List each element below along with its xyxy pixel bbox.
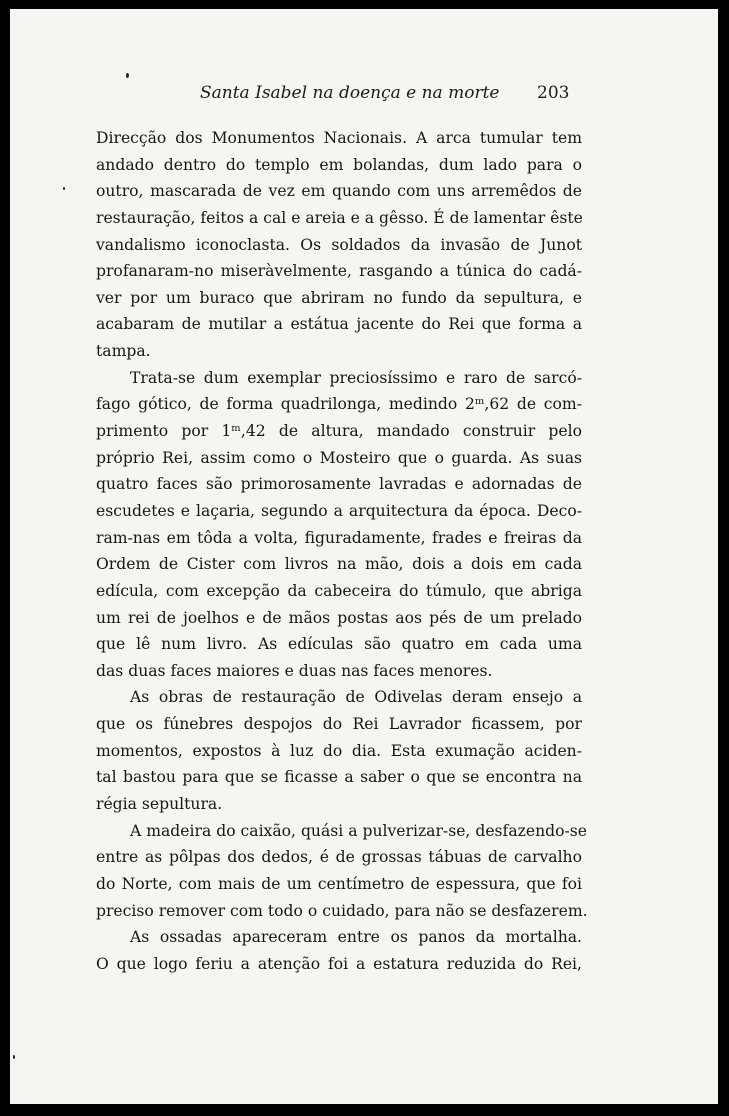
text-line: ver por um buraco que abriram no fundo da sepultura, e <box>96 288 582 307</box>
text-line: A madeira do caixão, quási a pulverizar-se, desfazendo-se <box>130 821 587 840</box>
paragraph <box>96 818 588 925</box>
text-line: preciso remover com todo o cuidado, para não se desfazerem. <box>96 901 588 920</box>
text-line: que os fúnebres despojos do Rei Lavrador ficassem, por <box>96 715 582 734</box>
text-line: As obras de restauração de Odivelas deram ensejo a <box>130 688 582 707</box>
running-title: Santa Isabel na doença e na morte <box>200 83 500 103</box>
text-line: entre as pôlpas dos dedos, é de grossas tábuas de carvalho <box>96 848 582 867</box>
scan-speck <box>13 1055 15 1059</box>
text-line: momentos, expostos à luz do dia. Esta exumação aciden- <box>96 741 582 760</box>
text-line: tampa. <box>96 342 151 361</box>
text-line: O que logo feriu a atenção foi a estatura reduzida do Rei, <box>96 954 582 973</box>
text-line: edícula, com excepção da cabeceira do túmulo, que abriga <box>96 581 582 600</box>
text-line: tal bastou para que se ficasse a saber o que se encontra na <box>96 768 582 787</box>
text-line: próprio Rei, assim como o Mosteiro que o guarda. As suas <box>96 448 582 467</box>
paragraph <box>96 365 582 685</box>
text-line: do Norte, com mais de um centímetro de espessura, que foi <box>96 874 582 893</box>
book-page <box>10 9 718 1104</box>
text-line: régia sepultura. <box>96 795 223 814</box>
text-line: Ordem de Cister com livros na mão, dois a dois em cada <box>96 555 582 574</box>
scan-speck <box>63 187 65 190</box>
text-line: Trata-se dum exemplar preciosíssimo e raro de sarcó- <box>130 368 582 387</box>
body-text <box>96 125 588 978</box>
text-line: vandalismo iconoclasta. Os soldados da invasão de Junot <box>96 235 582 254</box>
text-line: fago gótico, de forma quadrilonga, medindo 2ᵐ,62 de com- <box>96 395 582 414</box>
text-line: andado dentro do templo em bolandas, dum lado para o <box>96 155 582 174</box>
text-line: acabaram de mutilar a estátua jacente do Rei que forma a <box>96 315 582 334</box>
page-header <box>10 83 718 113</box>
text-line: profanaram-no miseràvelmente, rasgando a túnica do cadá- <box>96 262 582 281</box>
page-number: 203 <box>537 83 570 103</box>
paragraph <box>96 684 582 817</box>
text-line: ram-nas em tôda a volta, figuradamente, frades e freiras da <box>96 528 582 547</box>
scan-speck <box>126 73 129 78</box>
text-line: As ossadas apareceram entre os panos da mortalha. <box>130 928 582 947</box>
paragraph <box>96 924 582 977</box>
text-line: que lê num livro. As edículas são quatro em cada uma <box>96 635 582 654</box>
text-line: quatro faces são primorosamente lavradas e adornadas de <box>96 475 582 494</box>
text-line: primento por 1ᵐ,42 de altura, mandado construir pelo <box>96 422 582 441</box>
text-line: das duas faces maiores e duas nas faces menores. <box>96 661 493 680</box>
text-line: restauração, feitos a cal e areia e a gêsso. É de lamentar êste <box>96 208 583 227</box>
text-line: Direcção dos Monumentos Nacionais. A arca tumular tem <box>96 129 582 147</box>
paragraph <box>96 125 582 365</box>
text-line: outro, mascarada de vez em quando com uns arremêdos de <box>96 182 582 201</box>
text-line: um rei de joelhos e de mãos postas aos pés de um prelado <box>96 608 582 627</box>
text-line: escudetes e laçaria, segundo a arquitectura da época. Deco- <box>96 501 582 520</box>
